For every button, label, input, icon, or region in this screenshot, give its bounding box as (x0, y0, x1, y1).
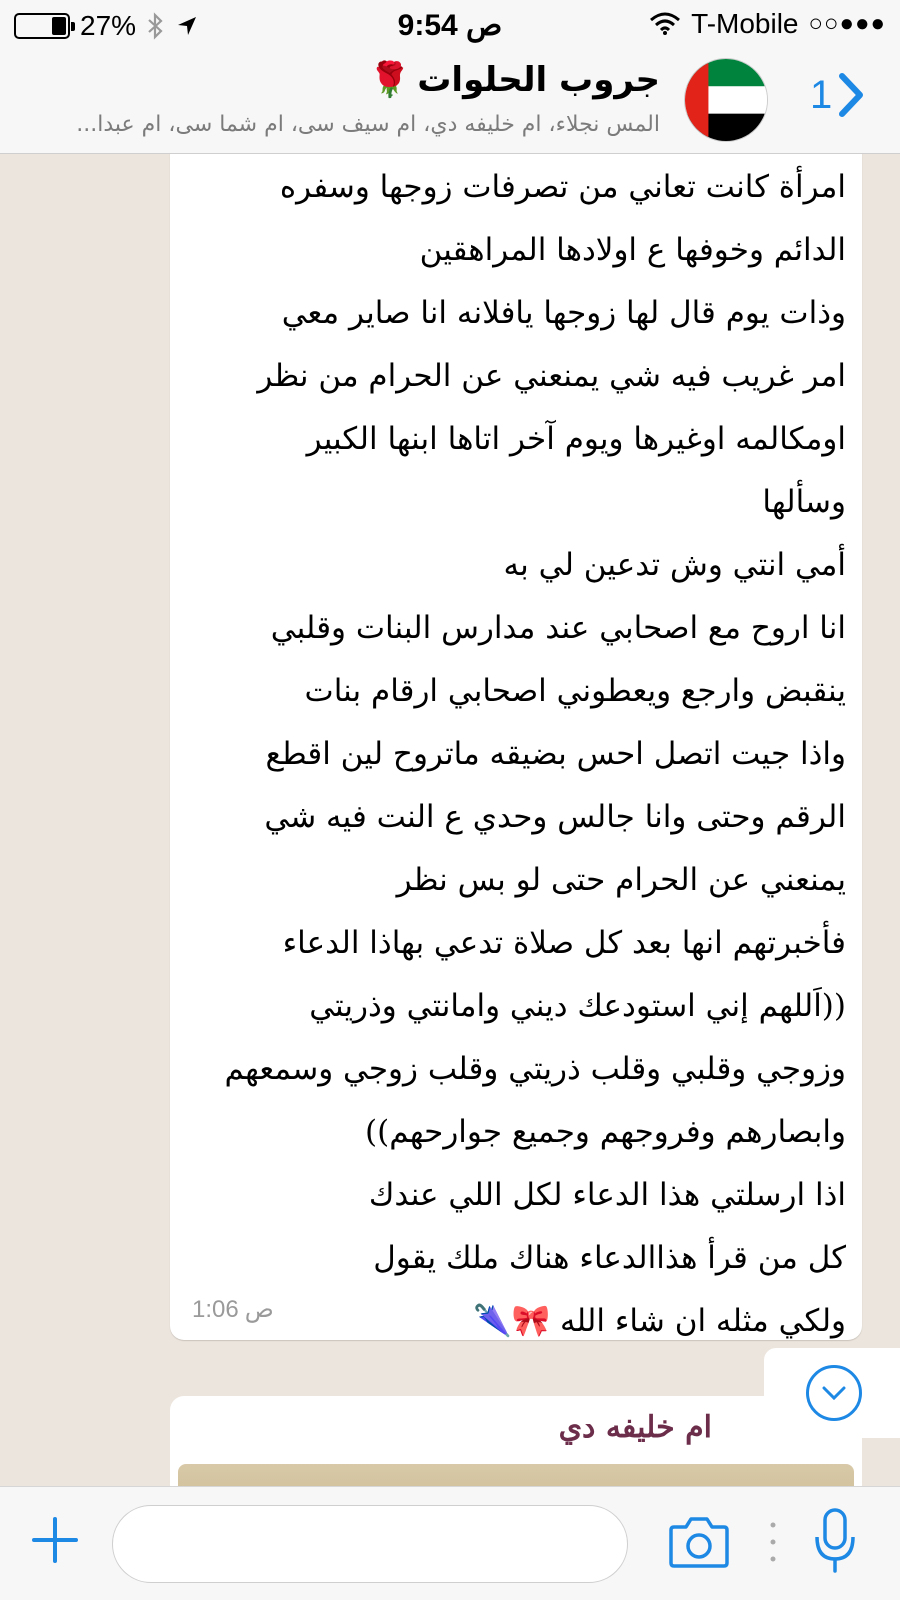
message-line: ((اَللهم إني استودعك ديني وامانتي وذريتي (309, 988, 846, 1024)
scroll-down-circle (806, 1365, 862, 1421)
message-line: اذا ارسلتي هذا الدعاء لكل اللي عندك (368, 1177, 846, 1213)
message-line: وابصارهم وفروجهم وجميع جوارحهم)) (365, 1114, 846, 1150)
message-line: يمنعني عن الحرام حتى لو بس نظر (396, 862, 846, 898)
battery-percent: 27% (80, 10, 137, 41)
status-bar (0, 0, 900, 50)
sender-name: ام خليفه دي (558, 1410, 712, 1445)
message-line: الدائم وخوفها ع اولادها المراهقين (419, 232, 846, 268)
carrier-name: T-Mobile (691, 8, 799, 39)
chevron-down-icon (821, 1385, 847, 1401)
chevron-left-icon (838, 72, 866, 118)
message-line: انا اروح مع اصحابي عند مدارس البنات وقلبي (270, 610, 846, 646)
group-avatar[interactable] (684, 58, 768, 142)
chat-area[interactable] (0, 154, 900, 1486)
wifi-icon (649, 12, 681, 36)
status-right (649, 8, 886, 40)
message-line: ولكي مثله ان شاء الله 🎀🌂 (473, 1303, 846, 1339)
message-line: أمي انتي وش تدعين لي به (503, 547, 846, 583)
message-bubble[interactable] (170, 154, 862, 1340)
signal-strength: ○○●●● (808, 10, 886, 37)
group-members: المس نجلاء، ام خليفه دي، ام سيف سى، ام شما سى، ام عبدا... (76, 112, 660, 137)
message-line: ينقبض وارجع ويعطوني اصحابي ارقام بنات (304, 673, 846, 709)
message-ampm: ص (244, 1296, 274, 1323)
message-text (186, 156, 846, 1353)
message-line: اومكالمه اوغيرها ويوم آخر اتاها ابنها الكبير (306, 421, 846, 457)
message-line: فأخبرتهم انها بعد كل صلاة تدعي بهاذا الدعاء (282, 925, 846, 961)
plus-icon[interactable] (30, 1515, 80, 1565)
message-line: الرقم وحتى وانا جالس وحدي ع النت فيه شي (264, 799, 846, 835)
message-input[interactable] (112, 1505, 628, 1583)
group-title[interactable] (369, 60, 660, 100)
message-line: وذات يوم قال لها زوجها يافلانه انا صاير معي (281, 295, 846, 331)
unread-count: 1 (810, 72, 833, 117)
back-button[interactable] (810, 72, 866, 118)
group-name: جروب الحلوات (417, 60, 660, 100)
message-line: وسألها (762, 484, 846, 520)
image-attachment[interactable] (178, 1464, 854, 1486)
camera-icon[interactable] (668, 1513, 730, 1569)
message-line: امرأة كانت تعاني من تصرفات زوجها وسفره (279, 169, 846, 205)
message-timestamp (192, 1295, 274, 1324)
message-line: كل من قرأ هذاالدعاء هناك ملك يقول (373, 1240, 846, 1276)
input-bar (0, 1486, 900, 1600)
microphone-icon[interactable] (812, 1507, 858, 1575)
rose-icon: 🌹 (368, 60, 412, 100)
next-message-bubble[interactable] (170, 1396, 862, 1486)
status-ampm: ص (466, 9, 503, 42)
uae-flag-icon (685, 59, 767, 141)
message-line: واذا جيت اتصل احس بضيقه ماتروح لين اقطع (265, 736, 846, 772)
message-line: وزوجي وقلبي وقلب ذريتي وقلب زوجي وسمعهم (224, 1051, 846, 1087)
chat-header (0, 50, 900, 154)
scroll-down-button[interactable] (764, 1348, 900, 1438)
message-line: امر غريب فيه شي يمنعني عن الحرام من نظر (257, 358, 846, 394)
message-time: 1:06 (192, 1296, 239, 1323)
status-clock: 9:54 (397, 9, 458, 42)
separator-dots (770, 1517, 776, 1567)
